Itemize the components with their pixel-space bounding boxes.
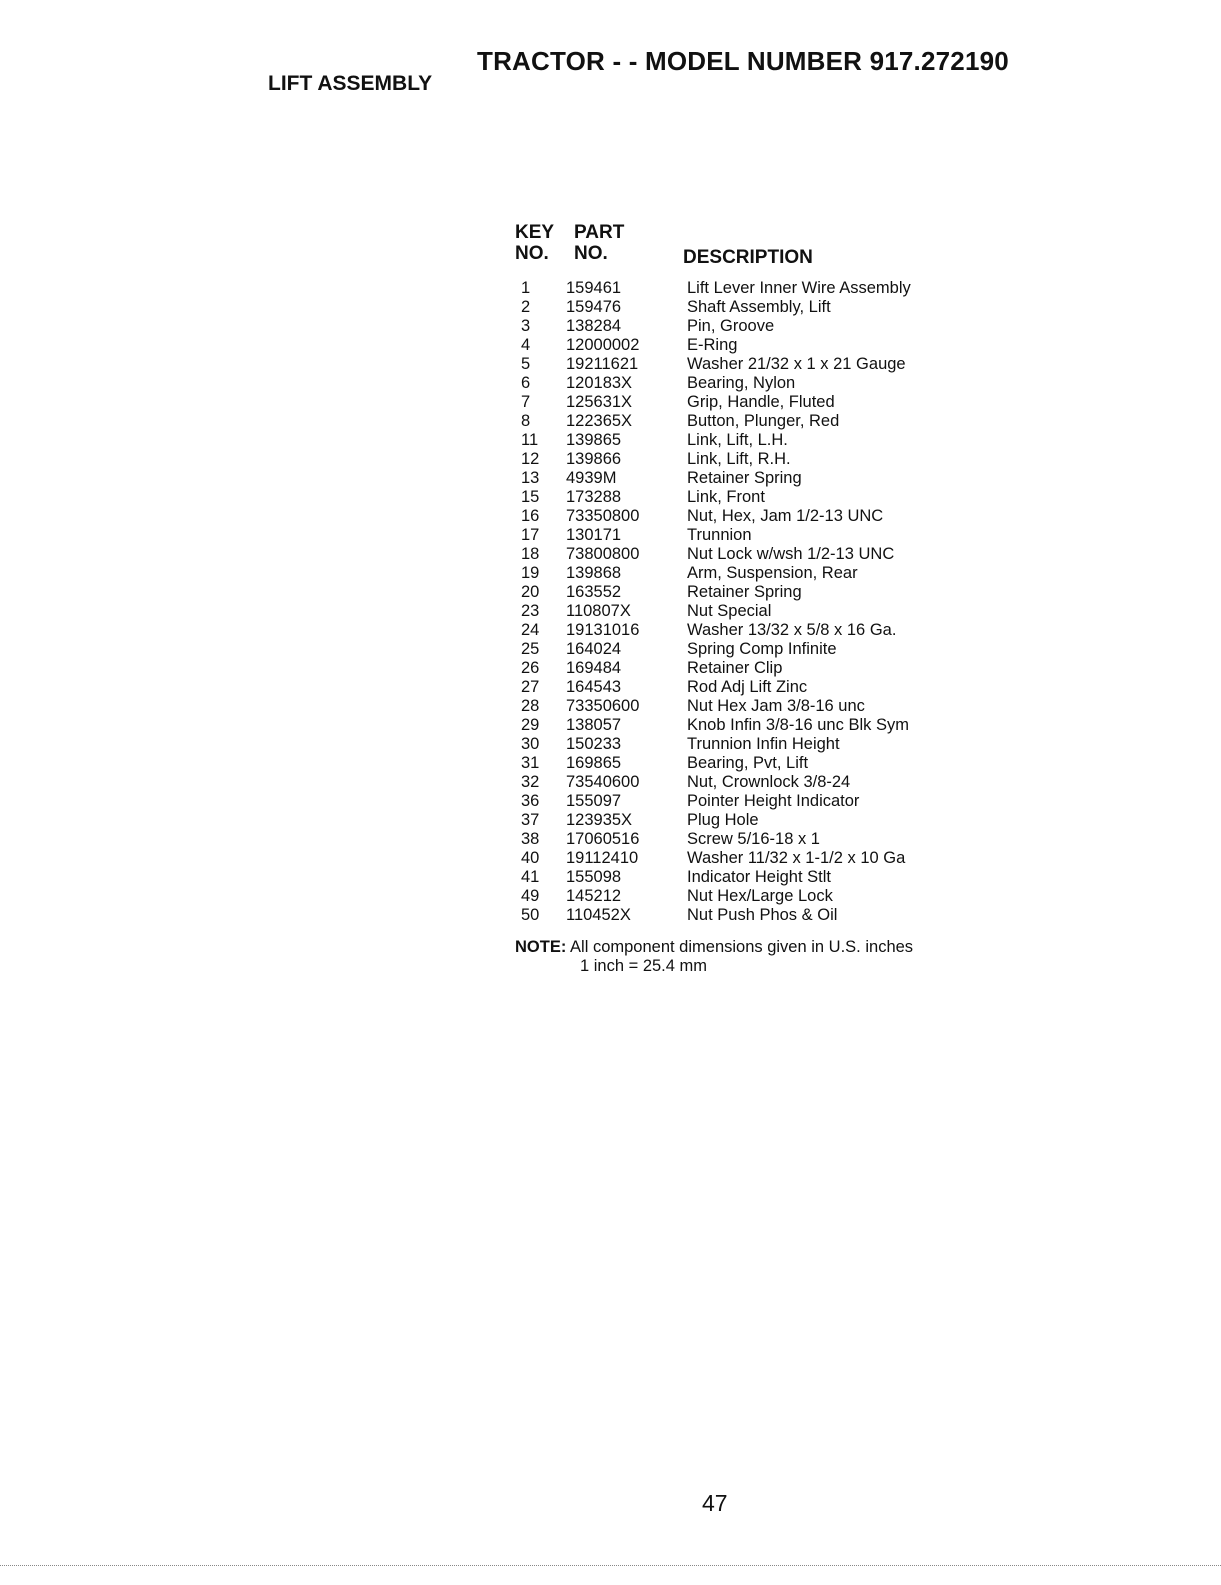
bottom-divider — [0, 1565, 1221, 1566]
part-no: 73540600 — [566, 773, 640, 791]
part-no: 139866 — [566, 450, 622, 468]
column-header-description: DESCRIPTION — [683, 247, 813, 268]
key-no: 18 — [521, 545, 540, 563]
part-no: 138057 — [566, 716, 622, 734]
part-no: 73800800 — [566, 545, 640, 563]
description: Trunnion — [687, 526, 752, 544]
key-no: 36 — [521, 792, 540, 810]
part-no: 4939M — [566, 469, 617, 487]
part-no: 125631X — [566, 393, 633, 411]
part-no: 159461 — [566, 279, 622, 297]
key-no: 16 — [521, 507, 540, 525]
key-no: 24 — [521, 621, 540, 639]
table-row — [521, 659, 1001, 678]
table-row — [521, 754, 1001, 773]
key-no: 28 — [521, 697, 540, 715]
part-no: 110452X — [566, 906, 631, 924]
key-no: 13 — [521, 469, 540, 487]
description: Nut Push Phos & Oil — [687, 906, 838, 924]
table-row — [521, 773, 1001, 792]
key-no: 12 — [521, 450, 540, 468]
part-no: 17060516 — [566, 830, 640, 848]
table-row — [521, 393, 1001, 412]
column-header-part-line2: NO. — [574, 243, 608, 264]
description: Indicator Height Stlt — [687, 868, 831, 886]
description: Nut Hex Jam 3/8-16 unc — [687, 697, 865, 715]
part-no: 139868 — [566, 564, 622, 582]
page-title: TRACTOR - - MODEL NUMBER 917.272190 — [477, 46, 1009, 76]
description: Pin, Groove — [687, 317, 775, 335]
page-number: 47 — [702, 1490, 728, 1516]
key-no: 23 — [521, 602, 540, 620]
key-no: 25 — [521, 640, 540, 658]
key-no: 29 — [521, 716, 540, 734]
key-no: 4 — [521, 336, 531, 354]
key-no: 3 — [521, 317, 531, 335]
part-no: 163552 — [566, 583, 622, 601]
table-row — [521, 830, 1001, 849]
description: Retainer Spring — [687, 469, 802, 487]
description: Retainer Spring — [687, 583, 802, 601]
table-row — [521, 811, 1001, 830]
table-row — [521, 621, 1001, 640]
table-row — [521, 697, 1001, 716]
column-header-key-line1: KEY — [515, 222, 555, 243]
table-row — [521, 792, 1001, 811]
description: Pointer Height Indicator — [687, 792, 860, 810]
table-row — [521, 450, 1001, 469]
key-no: 37 — [521, 811, 540, 829]
description: E-Ring — [687, 336, 738, 354]
table-row — [521, 564, 1001, 583]
note-text: All component dimensions given in U.S. inches — [570, 938, 914, 956]
part-no: 150233 — [566, 735, 622, 753]
key-no: 50 — [521, 906, 540, 924]
column-header-key-line2: NO. — [515, 243, 549, 264]
description: Bearing, Pvt, Lift — [687, 754, 809, 772]
table-row — [521, 602, 1001, 621]
part-no: 73350800 — [566, 507, 640, 525]
note-label: NOTE: — [515, 938, 567, 956]
table-row — [521, 868, 1001, 887]
key-no: 40 — [521, 849, 540, 867]
description: Plug Hole — [687, 811, 759, 829]
part-no: 155097 — [566, 792, 622, 810]
key-no: 32 — [521, 773, 540, 791]
table-row — [521, 431, 1001, 450]
key-no: 27 — [521, 678, 540, 696]
description: Arm, Suspension, Rear — [687, 564, 858, 582]
key-no: 7 — [521, 393, 531, 411]
description: Lift Lever Inner Wire Assembly — [687, 279, 911, 297]
table-row — [521, 526, 1001, 545]
description: Nut, Hex, Jam 1/2-13 UNC — [687, 507, 884, 525]
note-conversion: 1 inch = 25.4 mm — [580, 957, 708, 975]
description: Link, Lift, R.H. — [687, 450, 791, 468]
part-no: 164543 — [566, 678, 622, 696]
part-no: 110807X — [566, 602, 631, 620]
note — [515, 938, 913, 957]
description: Bearing, Nylon — [687, 374, 796, 392]
table-row — [521, 906, 1001, 925]
table-row — [521, 716, 1001, 735]
key-no: 11 — [521, 431, 539, 449]
part-no: 19131016 — [566, 621, 640, 639]
part-no: 164024 — [566, 640, 622, 658]
table-row — [521, 469, 1001, 488]
table-row — [521, 545, 1001, 564]
key-no: 41 — [521, 868, 540, 886]
part-no: 173288 — [566, 488, 622, 506]
description: Link, Front — [687, 488, 765, 506]
table-row — [521, 279, 1001, 298]
part-no: 73350600 — [566, 697, 640, 715]
description: Knob Infin 3/8-16 unc Blk Sym — [687, 716, 909, 734]
table-row — [521, 412, 1001, 431]
key-no: 26 — [521, 659, 540, 677]
part-no: 155098 — [566, 868, 622, 886]
part-no: 19211621 — [566, 355, 639, 373]
key-no: 38 — [521, 830, 540, 848]
description: Nut, Crownlock 3/8-24 — [687, 773, 851, 791]
key-no: 17 — [521, 526, 540, 544]
part-no: 139865 — [566, 431, 622, 449]
key-no: 5 — [521, 355, 531, 373]
table-row — [521, 374, 1001, 393]
key-no: 1 — [521, 279, 531, 297]
key-no: 6 — [521, 374, 531, 392]
table-row — [521, 640, 1001, 659]
description: Nut Lock w/wsh 1/2-13 UNC — [687, 545, 895, 563]
description: Nut Special — [687, 602, 772, 620]
table-row — [521, 507, 1001, 526]
table-row — [521, 849, 1001, 868]
column-header-part-line1: PART — [574, 222, 625, 243]
table-row — [521, 355, 1001, 374]
description: Rod Adj Lift Zinc — [687, 678, 808, 696]
description: Link, Lift, L.H. — [687, 431, 788, 449]
description: Grip, Handle, Fluted — [687, 393, 835, 411]
part-no: 123935X — [566, 811, 633, 829]
key-no: 31 — [521, 754, 540, 772]
table-row — [521, 735, 1001, 754]
part-no: 120183X — [566, 374, 633, 392]
table-row — [521, 488, 1001, 507]
key-no: 19 — [521, 564, 540, 582]
description: Washer 11/32 x 1-1/2 x 10 Ga — [687, 849, 906, 867]
table-row — [521, 583, 1001, 602]
part-no: 145212 — [566, 887, 622, 905]
description: Screw 5/16-18 x 1 — [687, 830, 820, 848]
parts-list — [521, 279, 1001, 925]
table-row — [521, 887, 1001, 906]
part-no: 12000002 — [566, 336, 640, 354]
table-row — [521, 678, 1001, 697]
part-no: 169484 — [566, 659, 622, 677]
key-no: 20 — [521, 583, 540, 601]
part-no: 159476 — [566, 298, 622, 316]
part-no: 122365X — [566, 412, 633, 430]
key-no: 2 — [521, 298, 531, 316]
table-row — [521, 317, 1001, 336]
description: Nut Hex/Large Lock — [687, 887, 833, 905]
section-title: LIFT ASSEMBLY — [268, 72, 433, 95]
description: Trunnion Infin Height — [687, 735, 840, 753]
description: Spring Comp Infinite — [687, 640, 837, 658]
key-no: 8 — [521, 412, 531, 430]
part-no: 138284 — [566, 317, 622, 335]
description: Retainer Clip — [687, 659, 783, 677]
key-no: 30 — [521, 735, 540, 753]
part-no: 130171 — [566, 526, 622, 544]
part-no: 19112410 — [566, 849, 639, 867]
description: Washer 21/32 x 1 x 21 Gauge — [687, 355, 906, 373]
key-no: 15 — [521, 488, 540, 506]
key-no: 49 — [521, 887, 540, 905]
description: Shaft Assembly, Lift — [687, 298, 831, 316]
table-row — [521, 298, 1001, 317]
description: Washer 13/32 x 5/8 x 16 Ga. — [687, 621, 897, 639]
description: Button, Plunger, Red — [687, 412, 840, 430]
part-no: 169865 — [566, 754, 622, 772]
table-row — [521, 336, 1001, 355]
